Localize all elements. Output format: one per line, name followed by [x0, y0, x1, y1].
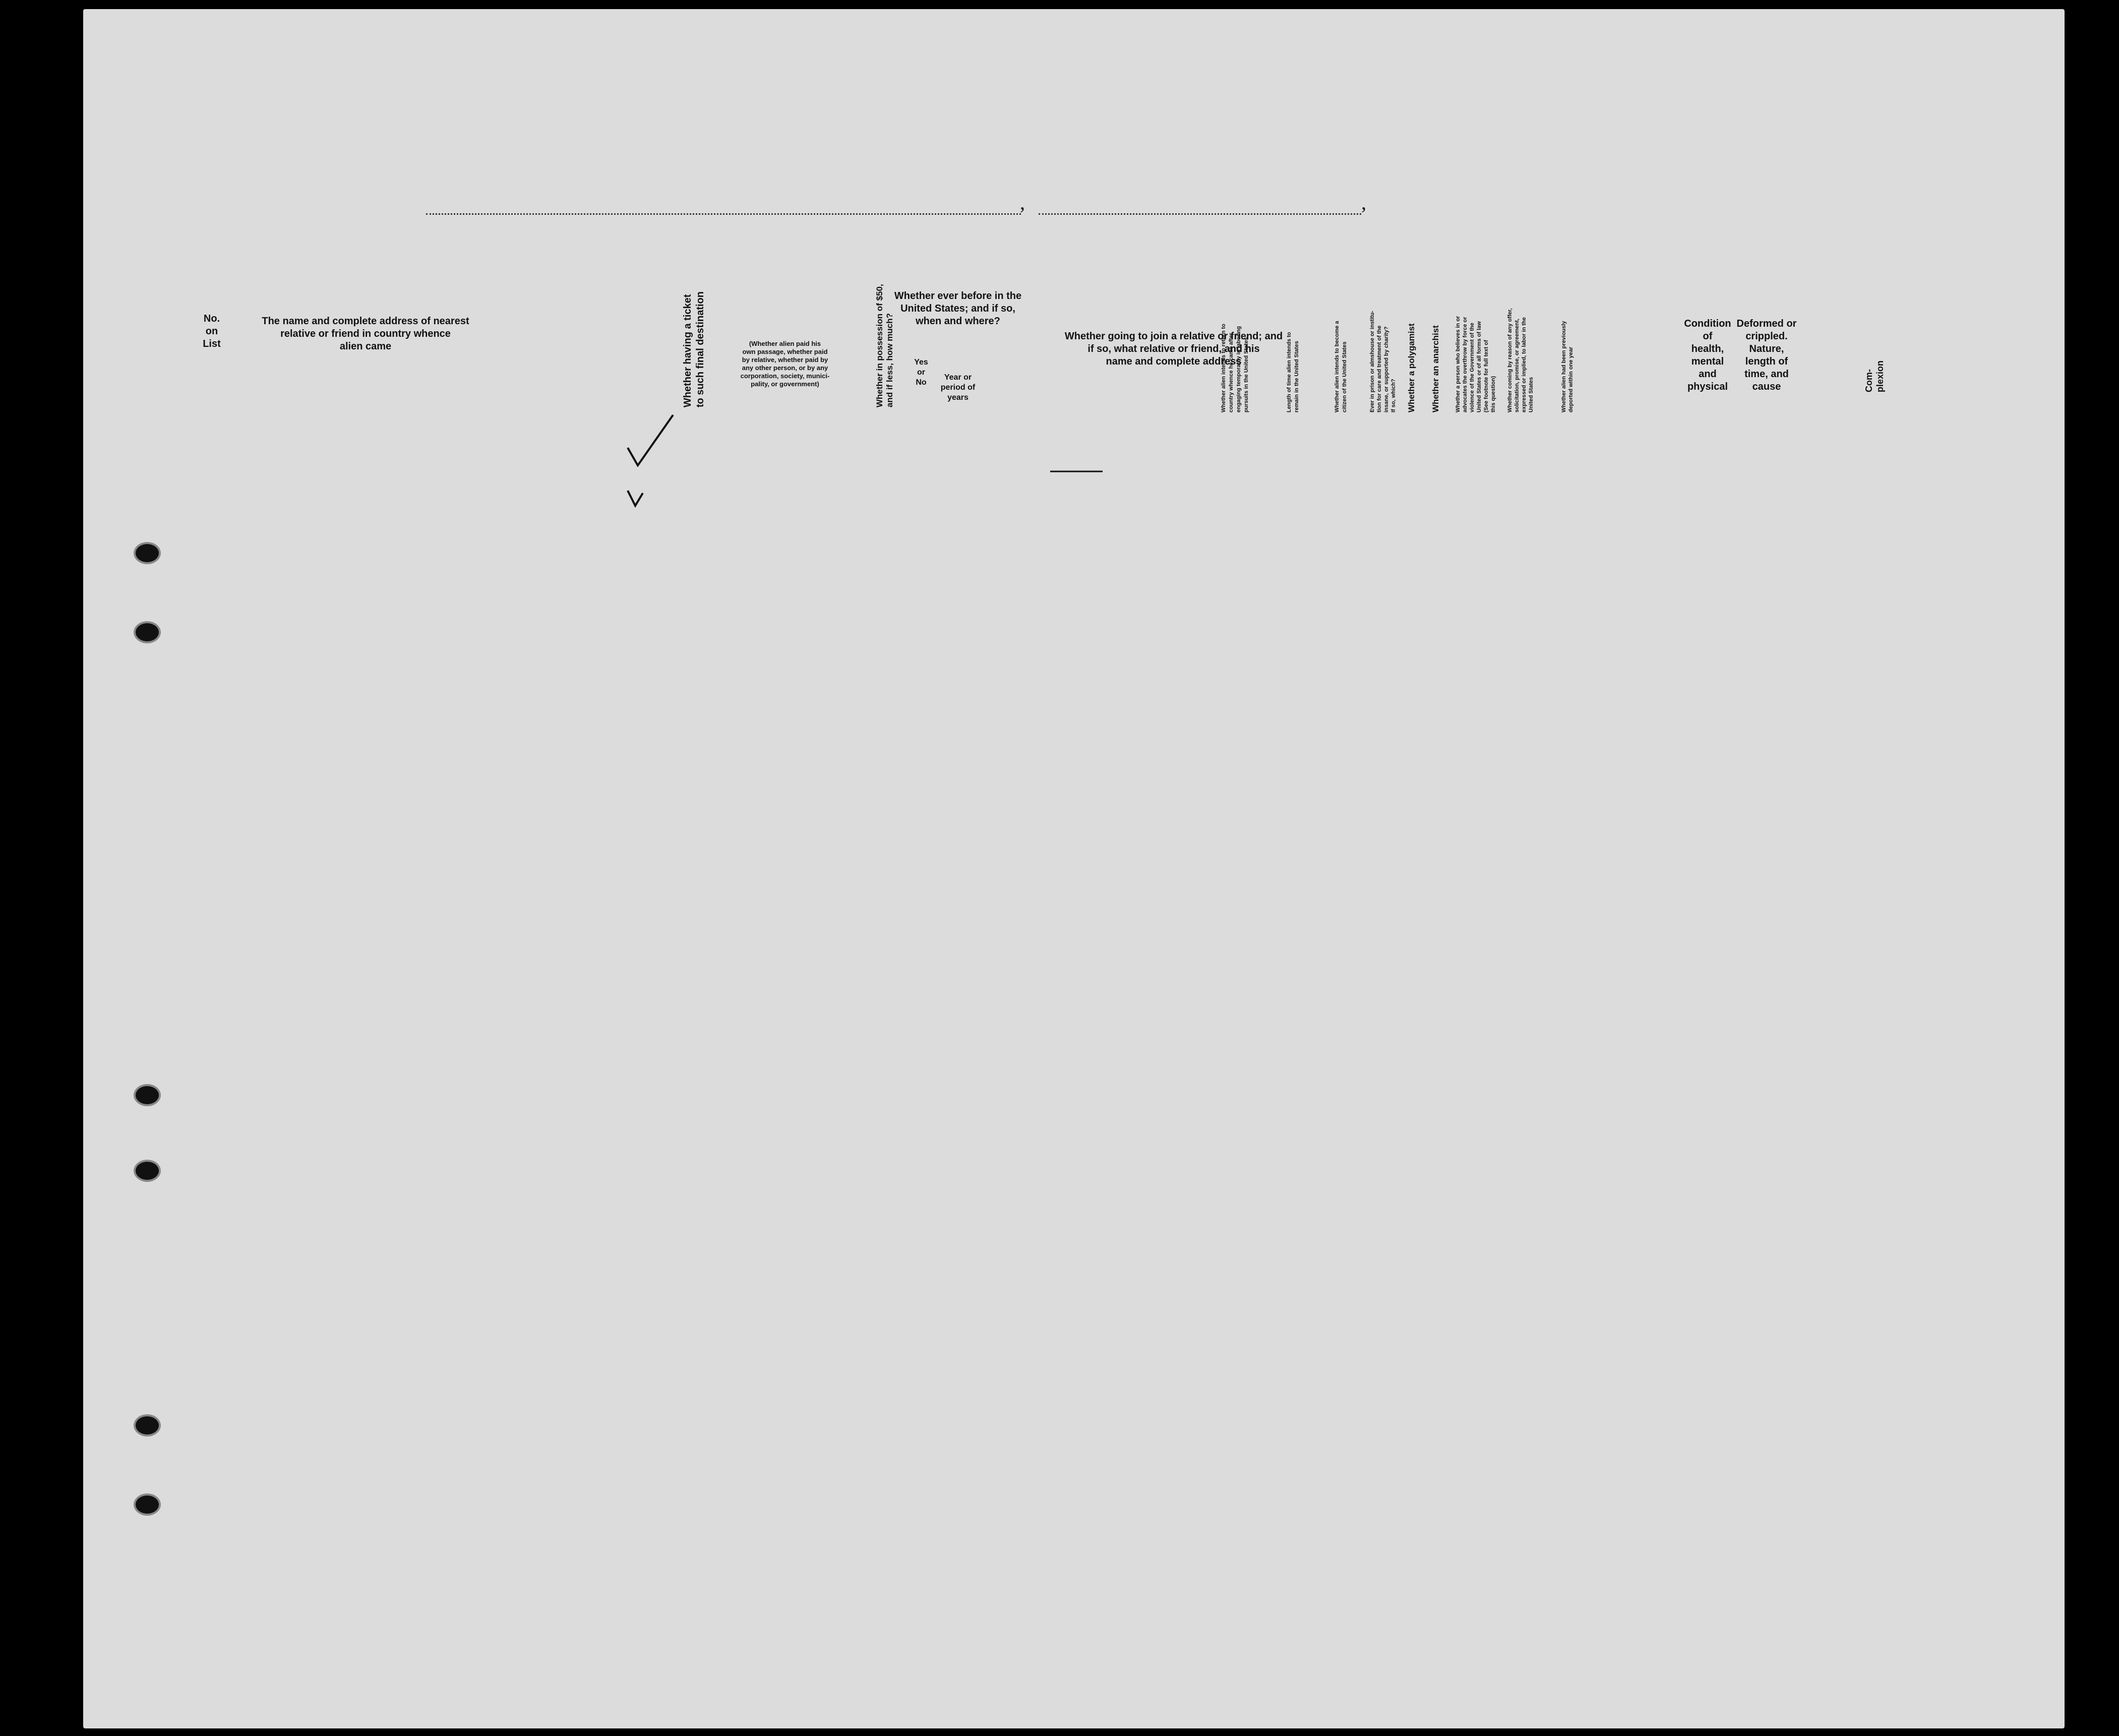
- svg-text:physical: physical: [1687, 381, 1728, 392]
- svg-text:and if less, how much?: and if less, how much?: [885, 313, 894, 407]
- header-no-on-list: No.: [203, 313, 220, 324]
- punch-hole: [134, 621, 161, 643]
- svg-text:tion for care and treatment of: tion for care and treatment of the: [1376, 325, 1382, 412]
- svg-text:and: and: [1699, 369, 1717, 380]
- header-money: Whether in possession of $50,: [875, 284, 884, 407]
- svg-text:The name and complete address: The name and complete address of nearest: [262, 316, 469, 327]
- svg-text:United States or of all forms: United States or of all forms of law: [1476, 321, 1482, 412]
- svg-text:United States: United States: [1528, 377, 1534, 412]
- svg-text:Whether alien intends to retur: Whether alien intends to return to: [1221, 323, 1227, 412]
- header-deformed: Deformed or: [1736, 318, 1797, 329]
- svg-text:Whether coming by reason of an: Whether coming by reason of any offer,: [1507, 308, 1513, 412]
- svg-text:(Whether alien paid his: (Whether alien paid his: [749, 340, 821, 347]
- svg-text:Whether alien intends to becom: Whether alien intends to become a: [1334, 321, 1340, 412]
- svg-text:Whether alien had been previou: Whether alien had been previously: [1561, 321, 1567, 412]
- svg-text:name and complete address: name and complete address: [1106, 356, 1242, 367]
- svg-text:crippled.: crippled.: [1745, 331, 1788, 342]
- manifest-table: [83, 9, 2065, 1728]
- svg-text:Yes: Yes: [914, 358, 928, 367]
- svg-text:Year or: Year or: [944, 373, 972, 382]
- svg-text:any other person, or by any: any other person, or by any: [742, 364, 828, 372]
- svg-text:to such final destination: to such final destination: [695, 291, 706, 407]
- svg-text:solicitation, promise, or agre: solicitation, promise, or agreement,: [1514, 319, 1520, 412]
- svg-text:No: No: [916, 378, 927, 387]
- punch-hole: [134, 1414, 161, 1436]
- header-complexion: Com-: [1864, 369, 1874, 392]
- header-ticket: Whether having a ticket: [682, 294, 693, 407]
- punch-hole: [134, 542, 161, 564]
- svg-text:Whether a polygamist: Whether a polygamist: [1407, 323, 1416, 412]
- svg-text:alien came: alien came: [339, 341, 392, 352]
- svg-text:when and where?: when and where?: [916, 316, 1000, 327]
- svg-text:insane, or supported by charit: insane, or supported by charity?: [1383, 326, 1389, 412]
- svg-text:citizen of the United States: citizen of the United States: [1342, 341, 1348, 412]
- svg-text:time, and: time, and: [1744, 369, 1789, 380]
- svg-text:or: or: [917, 368, 925, 377]
- svg-text:violence of the Government of: violence of the Government of the: [1469, 323, 1475, 412]
- header-before-us: Whether ever before in the: [894, 290, 1022, 302]
- punch-hole: [134, 1084, 161, 1106]
- punch-hole: [134, 1160, 161, 1182]
- svg-text:pursuits in the United States: pursuits in the United States: [1243, 337, 1249, 412]
- svg-text:engaging temporarily in labori: engaging temporarily in laboring: [1236, 326, 1242, 412]
- svg-text:corporation, society, munici-: corporation, society, munici-: [740, 372, 830, 380]
- svg-text:(See footnote for full text of: (See footnote for full text of: [1483, 340, 1489, 412]
- svg-text:If so, which?: If so, which?: [1390, 379, 1397, 412]
- svg-text:mental: mental: [1691, 356, 1724, 367]
- svg-text:health,: health,: [1691, 343, 1724, 354]
- svg-text:if so, what relative or friend: if so, what relative or friend, and his: [1087, 343, 1260, 354]
- manifest-sheet: , , No. on List The name and complete address of nearest relative or friend in country whence alien came Whether having a ticket to such final destination (Whether alien paid his own passage, whether paid by relative, whether paid by any other person, or by any corporation, society, munici- pality, or government) Whether in possession of $50, and if less, how much? Whether ever before in the United States; and if so, when and where? Yes or No Year or period of years Whether going to join a relative or friend; and if so, what relative or friend, and his name and complete address Condition of health, mental and physical Deformed or crippled. Nature, length of time, and cause Com- plexion Whether alien intends to return to country whence he came after engaging temporarily in laboring pursuits in the United States Length of time alien intends to remain in the United States Whether alien intends to become a citizen of the United States Ever in prison or almshouse or institu- tion for care and treatment of the insane, or supported by charity? If so, which? Whether a polygamist Whether an anarchist Whether a person who believes in or advocates the overthrow by force or violence of the Government of the United States or of all forms of law (See footnote for full text of this question) Whether coming by reason of any offer, solicitation, promise, or agreement, expressed or implied, to labor in the United States Whether alien had been previously deported within one year: [83, 9, 2065, 1728]
- svg-text:period of: period of: [940, 383, 976, 392]
- svg-text:on: on: [205, 326, 218, 337]
- svg-text:pality, or government): pality, or government): [751, 380, 819, 388]
- svg-text:advocates the overthrow by for: advocates the overthrow by force or: [1462, 317, 1468, 412]
- svg-text:Ever in prison or almshouse or: Ever in prison or almshouse or institu-: [1369, 311, 1375, 412]
- header-health: Condition: [1684, 318, 1731, 329]
- svg-text:remain in the United States: remain in the United States: [1294, 341, 1300, 412]
- svg-text:own passage, whether paid: own passage, whether paid: [742, 348, 828, 355]
- svg-text:United States; and if so,: United States; and if so,: [900, 303, 1015, 314]
- header-join: Whether going to join a relative or friend; and: [1064, 331, 1283, 342]
- punch-hole: [134, 1493, 161, 1516]
- svg-text:of: of: [1703, 331, 1713, 342]
- svg-text:deported within one year: deported within one year: [1568, 346, 1574, 412]
- svg-text:country whence he came after: country whence he came after: [1228, 333, 1234, 412]
- svg-text:expressed or implied, to labor: expressed or implied, to labor in the: [1521, 317, 1527, 412]
- svg-text:cause: cause: [1752, 381, 1781, 392]
- svg-text:this question): this question): [1490, 376, 1496, 412]
- svg-text:years: years: [947, 393, 968, 402]
- svg-text:plexion: plexion: [1875, 360, 1885, 392]
- svg-text:Whether a person who believes: Whether a person who believes in or: [1455, 316, 1461, 412]
- svg-text:relative or friend in country: relative or friend in country whence: [280, 328, 451, 339]
- svg-text:Nature,: Nature,: [1749, 343, 1784, 354]
- svg-text:by relative, whether paid by: by relative, whether paid by: [742, 356, 828, 364]
- svg-text:Length of time alien intends t: Length of time alien intends to: [1286, 332, 1292, 412]
- svg-text:List: List: [203, 338, 221, 349]
- svg-text:length of: length of: [1745, 356, 1788, 367]
- svg-text:Whether an anarchist: Whether an anarchist: [1431, 325, 1440, 412]
